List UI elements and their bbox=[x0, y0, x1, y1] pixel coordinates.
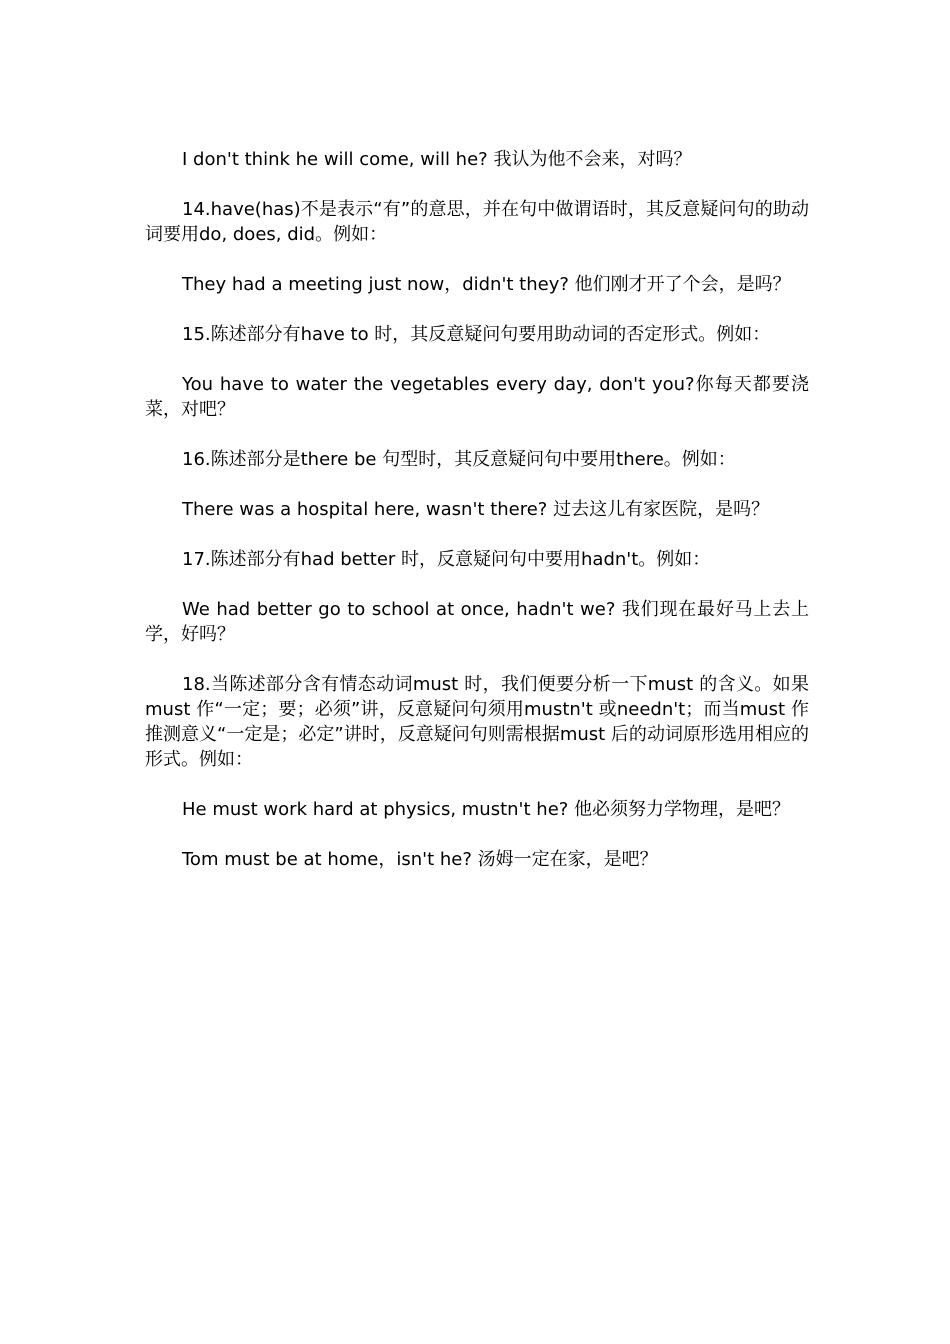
paragraph-example-didnt-they: They had a meeting just now，didn't they? 他们刚才开了个会，是吗？ bbox=[182, 274, 791, 295]
paragraph-rule-15: 15.陈述部分有have to 时，其反意疑问句要用助动词的否定形式。例如： bbox=[182, 324, 771, 345]
paragraph-rule-16: 16.陈述部分是there be 句型时，其反意疑问句中要用there。例如： bbox=[182, 449, 736, 470]
paragraph-example-will-he: I don't think he will come, will he? 我认为他不会来，对吗？ bbox=[182, 149, 692, 170]
paragraph-example-mustnt-he: He must work hard at physics, mustn't he? 他必须努力学物理，是吧？ bbox=[182, 799, 791, 820]
document-body bbox=[145, 147, 809, 897]
paragraph-rule-17: 17.陈述部分有had better 时，反意疑问句中要用hadn't。例如： bbox=[182, 549, 711, 570]
paragraph-example-isnt-he: Tom must be at home，isn't he? 汤姆一定在家，是吧？ bbox=[182, 849, 658, 870]
paragraph-rule-18: 18.当陈述部分含有情态动词must 时，我们便要分析一下must 的含义。如果must 作“一定；要；必须”讲，反意疑问句须用mustn't 或needn't；而当must 作推测意义“一定是；必定”讲时，反意疑问句则需根据must 后的动词原形选用相应的形式。例如： bbox=[145, 674, 809, 770]
paragraph-rule-14: 14.have(has)不是表示“有”的意思，并在句中做谓语时，其反意疑问句的助动词要用do, does, did。例如： bbox=[145, 199, 809, 245]
paragraph-example-hadnt-we: We had better go to school at once, hadn't we? 我们现在最好马上去上学，好吗？ bbox=[145, 599, 809, 645]
paragraph-example-wasnt-there: There was a hospital here, wasn't there? 过去这儿有家医院，是吗？ bbox=[182, 499, 770, 520]
paragraph-example-dont-you: You have to water the vegetables every day, don't you?你每天都要浇菜，对吧？ bbox=[145, 374, 809, 420]
